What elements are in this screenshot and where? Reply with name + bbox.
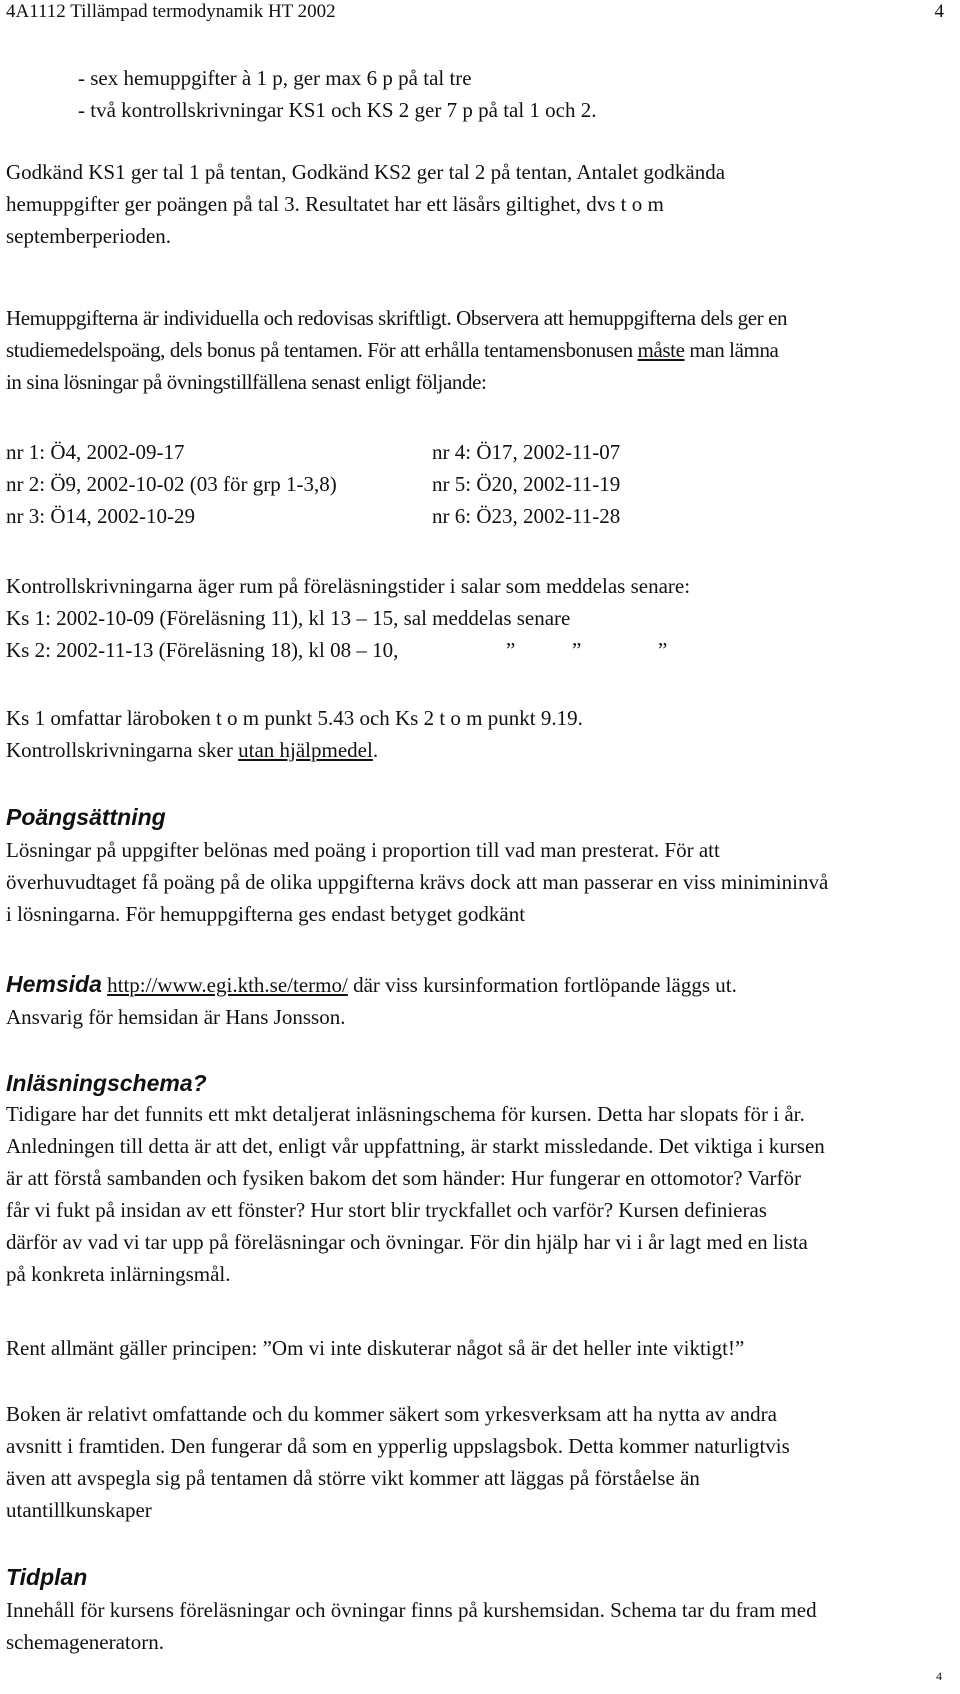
deadline-row: nr 1: Ö4, 2002-09-17 nr 4: Ö17, 2002-11-07 — [6, 440, 621, 464]
paragraph-book: Boken är relativt omfattande och du kommer säkert som yrkesverksam att ha nytta av andra avsnitt i framtiden. Den fungerar då som en ypperlig uppslagsbok. Detta kommer naturligtvis även att avspegla sig på tentamen då större vikt kommer att läggas på förståelse än utantillkunskaper — [6, 1402, 790, 1522]
heading-grading: Poängsättning — [6, 804, 166, 830]
header-page-number: 4 — [934, 1, 944, 22]
paragraph-grading: Lösningar på uppgifter belönas med poäng i proportion till vad man presterat. För att överhuvudtaget få poäng på de olika uppgifterna krävs dock att man passerar en viss minimininvå i lösningarna. För hemuppgifterna ges endast betyget godkänt — [6, 838, 829, 926]
test-scope: Ks 1 omfattar läroboken t o m punkt 5.43 och Ks 2 t o m punkt 9.19. Kontrollskrivningarna sker utan hjälpmedel. — [6, 706, 583, 762]
deadline-row: nr 3: Ö14, 2002-10-29 nr 6: Ö23, 2002-11-28 — [6, 504, 621, 528]
heading-timeplan: Tidplan — [6, 1564, 88, 1590]
page-header — [6, 0, 944, 30]
underlined-must: måste — [637, 338, 685, 362]
paragraph-reading-schedule: Tidigare har det funnits ett mkt detaljerat inläsningschema för kursen. Detta har slopats för i år. Anledningen till detta är att det, enligt vår uppfattning, är starkt missledande. Det viktiga i kursen är att förstå sambanden och fysiken bakom det som händer: Hur fungerar en ottomotor? Varför får vi fukt på insidan av ett fönster? Hur stort blir tryckfallet och varför? Kursen definieras därför av vad vi tar upp på föreläsningar och övningar. För din hjälp har vi i år lagt med en lista på konkreta inlärningsmål. — [6, 1102, 825, 1286]
paragraph-principle: Rent allmänt gäller principen: ”Om vi inte diskuterar något så är det heller inte viktigt!” — [6, 1336, 745, 1360]
heading-homepage: Hemsida — [6, 971, 102, 997]
course-title: 4A1112 Tillämpad termodynamik HT 2002 — [6, 1, 336, 22]
deadline-table — [6, 436, 954, 532]
list-item: - två kontrollskrivningar KS1 och KS 2 ger 7 p på tal 1 och 2. — [78, 98, 597, 122]
deadline-row: nr 2: Ö9, 2002-10-02 (03 för grp 1-3,8) nr 5: Ö20, 2002-11-19 — [6, 472, 621, 496]
requirements-list — [78, 62, 960, 126]
control-tests: Kontrollskrivningarna äger rum på föreläsningstider i salar som meddelas senare: Ks 1: 2002-10-09 (Föreläsning 11), kl 13 – 15, sal meddelas senare Ks 2: 2002-11-13 (Föreläsning 18), kl 08 – 10, ” ” ” — [6, 574, 691, 662]
heading-reading-schedule: Inläsningschema? — [6, 1070, 207, 1096]
homepage-section: Hemsida http://www.egi.kth.se/termo/ där viss kursinformation fortlöpande läggs ut. Ansvarig för hemsidan är Hans Jonsson. — [6, 971, 737, 1029]
list-item: - sex hemuppgifter à 1 p, ger max 6 p på tal tre — [78, 66, 472, 90]
homepage-link[interactable]: http://www.egi.kth.se/termo/ — [107, 973, 348, 997]
paragraph-timeplan: Innehåll för kursens föreläsningar och övningar finns på kurshemsidan. Schema tar du fram med schemageneratorn. — [6, 1598, 817, 1654]
footer-page-number: 4 — [936, 1669, 942, 1683]
underlined-no-aids: utan hjälpmedel — [238, 738, 373, 762]
paragraph-passing: Godkänd KS1 ger tal 1 på tentan, Godkänd KS2 ger tal 2 på tentan, Antalet godkända hemuppgifter ger poängen på tal 3. Resultatet har ett läsårs giltighet, dvs t o m septemberperioden. — [6, 160, 726, 248]
paragraph-homework: Hemuppgifterna är individuella och redovisas skriftligt. Observera att hemuppgifterna dels ger en studiemedelspoäng, dels bonus på tentamen. För att erhålla tentamensbonusen måste man lämna in sina lösningar på övningstillfällena senast enligt följande: — [6, 306, 788, 394]
